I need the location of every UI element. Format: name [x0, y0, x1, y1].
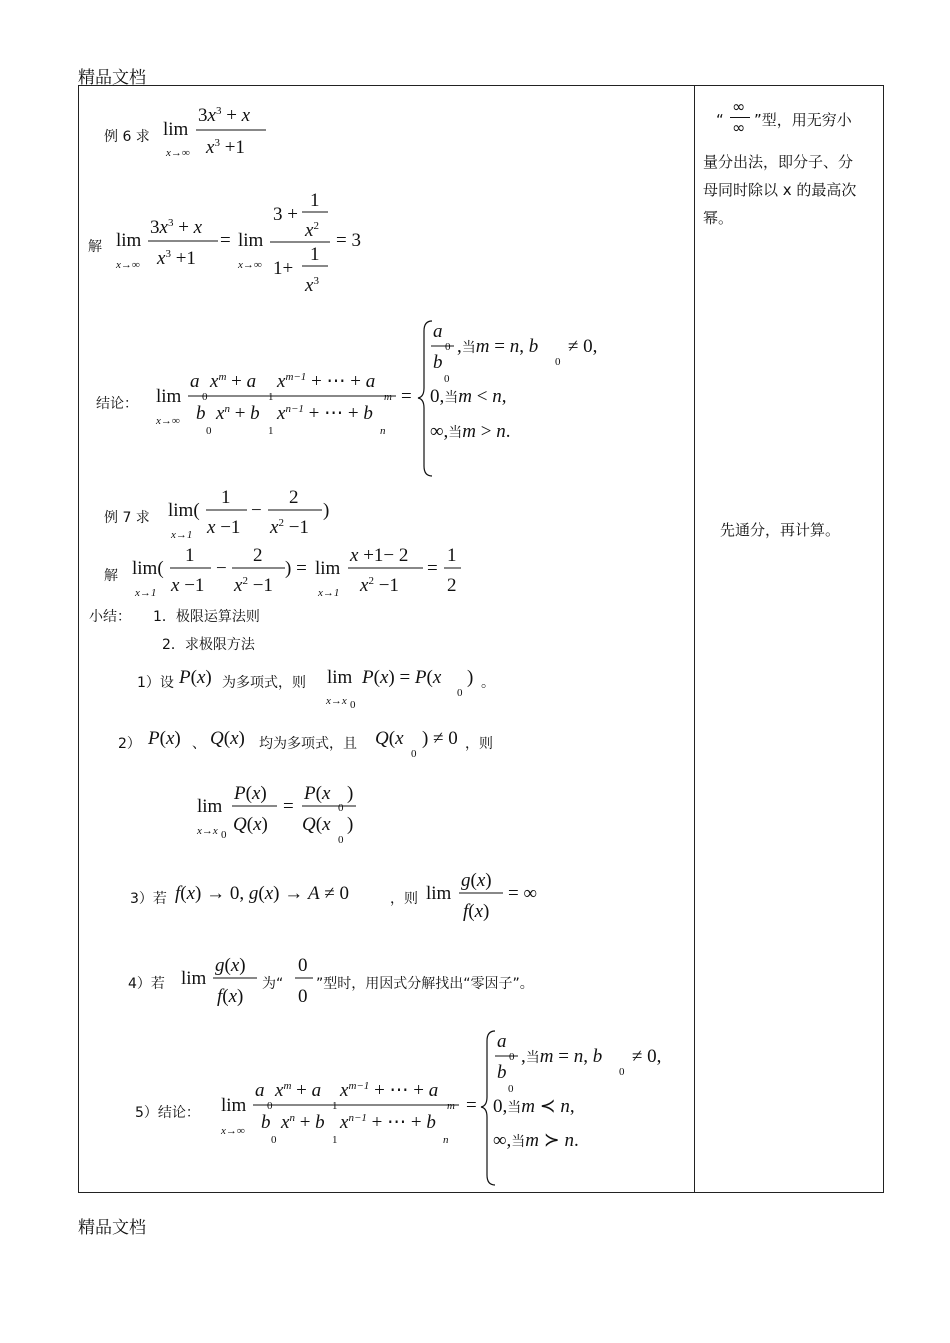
svg-text:Q(x): Q(x) — [210, 728, 245, 749]
svg-text:Q(x): Q(x) — [233, 814, 268, 835]
svg-text:0: 0 — [445, 341, 451, 353]
rule1-label: 1）设 — [137, 675, 174, 691]
svg-text:为“: 为“ — [262, 976, 284, 992]
svg-text:a: a — [497, 1031, 507, 1052]
svg-text:n: n — [443, 1134, 449, 1146]
svg-text:) =: ) = — [285, 558, 307, 579]
svg-text:Q(x: Q(x — [375, 728, 404, 749]
svg-text:xm + a: $x^m + a$ — [275, 1080, 322, 1101]
svg-text:f(x): f(x) — [463, 901, 490, 922]
svg-text:x→∞: x→∞ — [156, 415, 180, 427]
svg-text:lim: lim — [197, 796, 223, 817]
svg-text:=: = — [466, 1095, 477, 1116]
svg-text:xm−1 + ⋯ + a: $x^{m-1}$ + ⋯ + a — [277, 371, 376, 392]
rule2-label: 2） — [118, 736, 141, 752]
svg-text:。: 。 — [481, 675, 495, 691]
svg-text:P(x) = P(x: P(x) = P(x — [362, 667, 442, 688]
svg-text:a: a — [255, 1080, 265, 1101]
svg-text:x +1− 2: x +1− 2 — [350, 545, 409, 566]
svg-text:,当m = n, b: ,当m = n, b — [457, 336, 539, 357]
svg-text:x2 −1: $x^2 -1$ — [270, 517, 309, 538]
svg-text:x→∞: x→∞ — [166, 147, 190, 159]
svg-text:m: m — [384, 391, 392, 403]
svg-text:b: b — [196, 403, 206, 424]
svg-text:n: n — [380, 425, 386, 437]
svg-text:3x3 + x: $3x^3 + x$ — [150, 217, 203, 238]
svg-text:P(x: P(x — [304, 783, 331, 804]
svg-text:0: 0 — [555, 356, 561, 368]
svg-text:f(x): f(x) — [217, 986, 244, 1007]
svg-text:x3 +1: $x^3 +1$ — [157, 248, 196, 269]
svg-text:0: 0 — [298, 955, 308, 976]
svg-text:lim(: lim( — [168, 500, 200, 521]
summary-label: 小结： — [89, 609, 131, 625]
svg-text:0: 0 — [338, 802, 344, 814]
svg-text:0: 0 — [411, 748, 417, 760]
example7-label: 例 7 求 — [104, 510, 150, 526]
svg-text:P(x): P(x) — [148, 728, 181, 749]
svg-text:lim: lim — [327, 667, 353, 688]
svg-text:为多项式，则: 为多项式，则 — [222, 675, 306, 691]
svg-text:m: m — [447, 1100, 455, 1112]
svg-text:0: 0 — [221, 829, 227, 841]
svg-text:x→x: x→x — [197, 825, 218, 837]
svg-text:1: 1 — [221, 487, 231, 508]
svg-text:x→∞: x→∞ — [238, 259, 262, 271]
svg-text:=: = — [427, 558, 438, 579]
svg-text:3 +: 3 + — [273, 204, 298, 225]
svg-text:f(x) → 0, g(x) → A ≠ 0: f(x) → 0, g(x) → A ≠ 0 — [175, 883, 350, 904]
rule4-label: 4）若 — [128, 976, 165, 992]
svg-text:): ) — [347, 814, 354, 835]
svg-text:lim(: lim( — [132, 558, 164, 579]
svg-text:x→1: x→1 — [171, 529, 193, 541]
svg-text:≠ 0,: ≠ 0, — [632, 1046, 662, 1067]
svg-text:x3 +1: $x^3 +1$ — [206, 137, 245, 158]
svg-text:b: b — [497, 1062, 507, 1083]
svg-text:xm−1 + ⋯ + a: $x^{m-1}$ + ⋯ + a — [340, 1080, 439, 1101]
svg-text:lim: lim — [221, 1095, 247, 1116]
svg-text:x→x: x→x — [326, 695, 347, 707]
svg-text:x2: $x^2$ — [305, 220, 319, 241]
svg-text:2: 2 — [447, 575, 457, 596]
svg-text:1: 1 — [268, 425, 274, 437]
svg-text:1: 1 — [185, 545, 195, 566]
svg-text:lim: lim — [426, 883, 452, 904]
svg-text:∞,当m > n.: ∞,当m > n. — [430, 421, 511, 442]
svg-text:x→∞: x→∞ — [221, 1125, 245, 1137]
svg-text:0,当m ≺ n,: 0,当m ≺ n, — [493, 1096, 575, 1117]
svg-text:0: 0 — [350, 699, 356, 711]
svg-text:x2 −1: $x^2 -1$ — [360, 575, 399, 596]
svg-text:0: 0 — [509, 1051, 515, 1063]
svg-text:x→1: x→1 — [135, 587, 157, 599]
side-note-common-denominator: 先通分，再计算。 — [720, 521, 841, 539]
rule5-label: 5）结论： — [135, 1105, 200, 1121]
svg-text:0: 0 — [619, 1066, 625, 1078]
svg-text:1+: 1+ — [273, 258, 294, 279]
svg-text:xn + b: $x^n + b$ — [216, 403, 260, 424]
svg-text:0: 0 — [202, 391, 208, 403]
svg-text:x2 −1: $x^2 -1$ — [234, 575, 273, 596]
svg-text:，则: ，则 — [390, 891, 418, 907]
page-header: 精品文档 — [78, 68, 146, 88]
svg-text:lim: lim — [163, 119, 189, 140]
svg-text:x→∞: x→∞ — [116, 259, 140, 271]
svg-text:xm + a: $x^m + a$ — [210, 371, 257, 392]
svg-text:a: a — [190, 371, 200, 392]
svg-text:−: − — [251, 500, 262, 521]
rule3-label: 3）若 — [130, 891, 167, 907]
svg-text:0: 0 — [338, 834, 344, 846]
svg-text:0,当m < n,: 0,当m < n, — [430, 386, 507, 407]
svg-text:x3: $x^3$ — [305, 275, 319, 296]
svg-text:): ) — [323, 500, 330, 521]
svg-text:g(x): g(x) — [215, 955, 246, 976]
page-footer: 精品文档 — [78, 1218, 146, 1238]
svg-text:−: − — [216, 558, 227, 579]
svg-text:b: b — [433, 352, 443, 373]
svg-text:lim: lim — [156, 386, 182, 407]
svg-text:0: 0 — [508, 1083, 514, 1095]
svg-text:xn−1 + ⋯ + b: $x^{n-1}$ + ⋯ + b — [340, 1112, 436, 1133]
svg-text:0: 0 — [457, 687, 463, 699]
svg-text:x −1: x −1 — [207, 517, 241, 538]
svg-text:∞,当m ≻ n.: ∞,当m ≻ n. — [493, 1130, 579, 1151]
svg-text:3x3 + x: $3x^3 + x$ — [198, 105, 251, 126]
svg-text:x −1: x −1 — [171, 575, 205, 596]
svg-text:=: = — [283, 796, 294, 817]
conclusion-label: 结论： — [96, 396, 138, 412]
svg-text:，则: ，则 — [465, 736, 493, 752]
svg-text:1: 1 — [447, 545, 457, 566]
svg-text:g(x): g(x) — [461, 870, 492, 891]
summary-item-1: 1．极限运算法则 — [153, 609, 260, 625]
svg-text:1: 1 — [332, 1100, 338, 1112]
svg-text:、: 、 — [192, 736, 206, 752]
summary-item-2: 2．求极限方法 — [162, 637, 255, 653]
svg-text:1: 1 — [310, 244, 320, 265]
svg-text:= 3: = 3 — [336, 230, 361, 251]
svg-text:x→1: x→1 — [318, 587, 340, 599]
svg-text:b: b — [261, 1112, 271, 1133]
svg-text:lim: lim — [238, 230, 264, 251]
svg-text:xn + b: $x^n + b$ — [281, 1112, 325, 1133]
svg-text:均为多项式，且: 均为多项式，且 — [259, 736, 357, 752]
svg-text:0: 0 — [271, 1134, 277, 1146]
svg-text:lim: lim — [315, 558, 341, 579]
solution6-label: 解 — [88, 239, 102, 255]
svg-text:xn−1 + ⋯ + b: $x^{n-1}$ + ⋯ + b — [277, 403, 373, 424]
svg-text:Q(x: Q(x — [302, 814, 331, 835]
side-note-infinity: “ ∞ ∞ ”型，用无穷小 量分出法，即分子、分 母同时除以 x 的最高次 幂。 — [703, 97, 857, 227]
solution7-label: 解 — [104, 568, 118, 584]
svg-text:2: 2 — [253, 545, 263, 566]
svg-text:1: 1 — [268, 391, 274, 403]
svg-text:0: 0 — [206, 425, 212, 437]
svg-text:=: = — [220, 230, 231, 251]
svg-text:2: 2 — [289, 487, 299, 508]
svg-text:≠ 0,: ≠ 0, — [568, 336, 598, 357]
svg-text:0: 0 — [444, 373, 450, 385]
svg-text:): ) — [467, 667, 474, 688]
svg-text:”型时，用因式分解找出“零因子”。: ”型时，用因式分解找出“零因子”。 — [316, 976, 534, 992]
svg-text:lim: lim — [181, 968, 207, 989]
svg-text:,当m = n, b: ,当m = n, b — [521, 1046, 603, 1067]
svg-text:1: 1 — [332, 1134, 338, 1146]
svg-text:= ∞: = ∞ — [508, 883, 538, 904]
svg-text:a: a — [433, 321, 443, 342]
svg-text:0: 0 — [298, 986, 308, 1007]
example6-label: 例 6 求 — [104, 129, 150, 145]
svg-text:=: = — [401, 386, 412, 407]
svg-text:P(x): P(x) — [234, 783, 267, 804]
svg-text:): ) — [347, 783, 354, 804]
svg-text:lim: lim — [116, 230, 142, 251]
svg-text:P(x): P(x) — [179, 667, 212, 688]
svg-text:) ≠ 0: ) ≠ 0 — [422, 728, 458, 749]
svg-text:1: 1 — [310, 190, 320, 211]
svg-text:0: 0 — [267, 1100, 273, 1112]
